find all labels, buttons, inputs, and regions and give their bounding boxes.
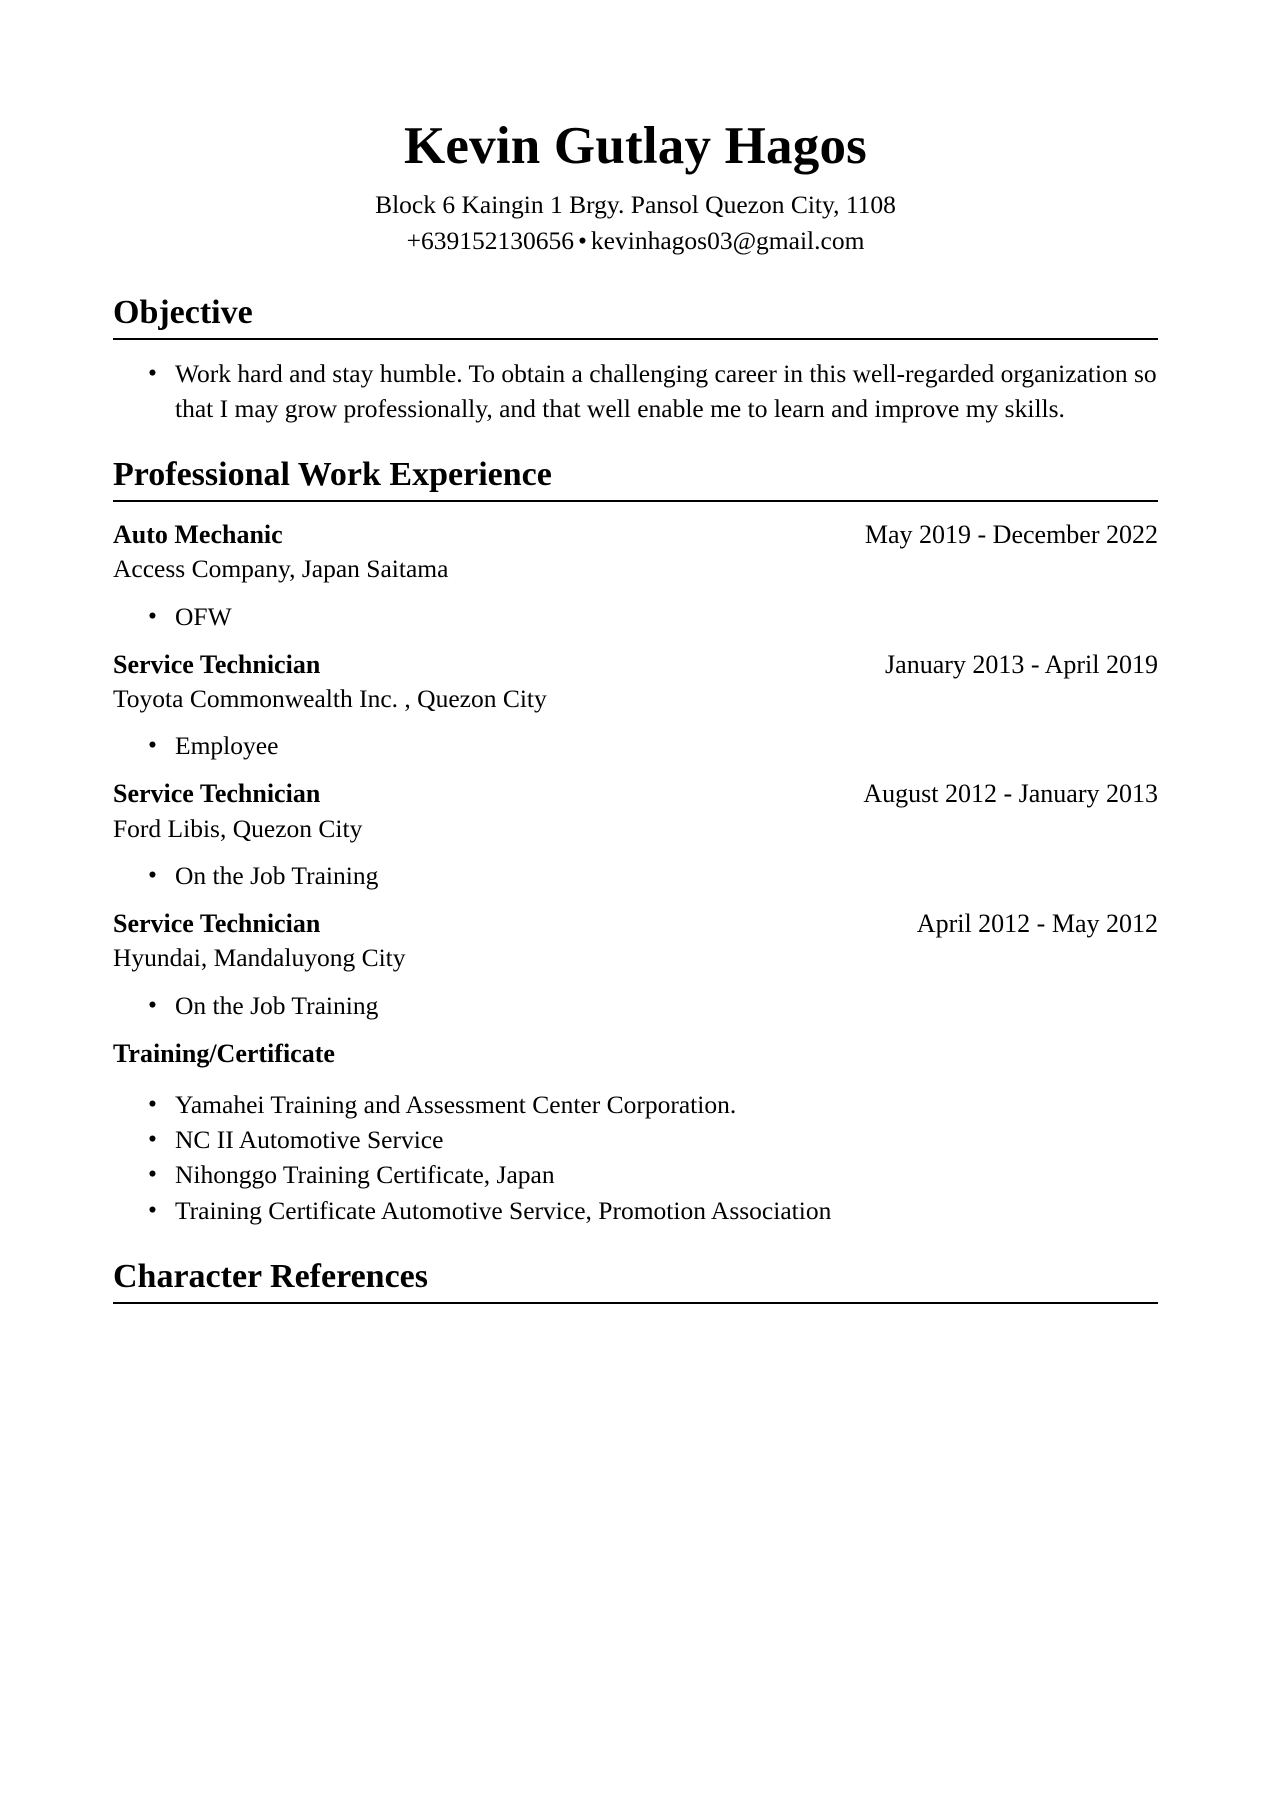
section-heading-experience: Professional Work Experience (113, 456, 552, 494)
page-title: Kevin Gutlay Hagos (404, 117, 867, 175)
job-title: Service Technician (113, 909, 321, 939)
job-entry (113, 518, 1158, 634)
job-company: Toyota Commonwealth Inc. , Quezon City (113, 684, 547, 714)
training-list (113, 1087, 1158, 1228)
job-header-row (113, 648, 1158, 682)
job-bullet-list (113, 728, 1158, 763)
job-entry (113, 777, 1158, 893)
job-dates: January 2013 - April 2019 (885, 649, 1158, 679)
section-heading-objective: Objective (113, 293, 253, 331)
contact-address: Block 6 Kaingin 1 Brgy. Pansol Quezon City, 1108 (375, 190, 896, 220)
list-item: • On the Job Training (175, 858, 1158, 893)
section-heading-references: Character References (113, 1257, 428, 1295)
job-title: Auto Mechanic (113, 520, 283, 550)
job-title: Service Technician (113, 779, 321, 809)
job-dates: May 2019 - December 2022 (864, 520, 1158, 550)
job-bullet-list (113, 988, 1158, 1023)
job-dates: August 2012 - January 2013 (863, 779, 1158, 809)
section-divider (113, 1302, 1158, 1304)
section-references (113, 1258, 1158, 1304)
list-item: • Work hard and stay humble. To obtain a challenging career in this well-regarded organization so that I may grow professionally, and that well enable me to learn and improve my skills. (175, 356, 1158, 426)
section-objective (113, 294, 1158, 426)
job-entry (113, 907, 1158, 1023)
job-bullet-list (113, 599, 1158, 634)
contact-email: kevinhagos03@gmail.com (590, 226, 865, 256)
job-dates: April 2012 - May 2012 (916, 909, 1158, 939)
job-company: Ford Libis, Quezon City (113, 813, 363, 843)
list-item: • NC II Automotive Service (175, 1122, 1158, 1157)
job-entry (113, 648, 1158, 764)
job-company: Access Company, Japan Saitama (113, 554, 449, 584)
list-item: • Yamahei Training and Assessment Center Corporation. (175, 1087, 1158, 1122)
contact-phone-email (113, 223, 1158, 259)
list-item: • On the Job Training (175, 988, 1158, 1023)
list-item: • Training Certificate Automotive Service, Promotion Association (175, 1193, 1158, 1228)
section-divider (113, 500, 1158, 502)
section-divider (113, 338, 1158, 340)
list-item: • Employee (175, 728, 1158, 763)
job-header-row (113, 777, 1158, 811)
job-header-row (113, 907, 1158, 941)
job-bullet-list (113, 858, 1158, 893)
subsection-heading-training: Training/Certificate (113, 1038, 335, 1068)
contact-phone: +639152130656 (406, 226, 574, 256)
list-item: • Nihonggo Training Certificate, Japan (175, 1157, 1158, 1192)
contact-separator: • (577, 226, 587, 256)
resume-header (113, 118, 1158, 260)
objective-list (113, 356, 1158, 426)
section-experience (113, 456, 1158, 1228)
list-item: • OFW (175, 599, 1158, 634)
job-company: Hyundai, Mandaluyong City (113, 943, 406, 973)
job-title: Service Technician (113, 649, 321, 679)
job-header-row (113, 518, 1158, 552)
